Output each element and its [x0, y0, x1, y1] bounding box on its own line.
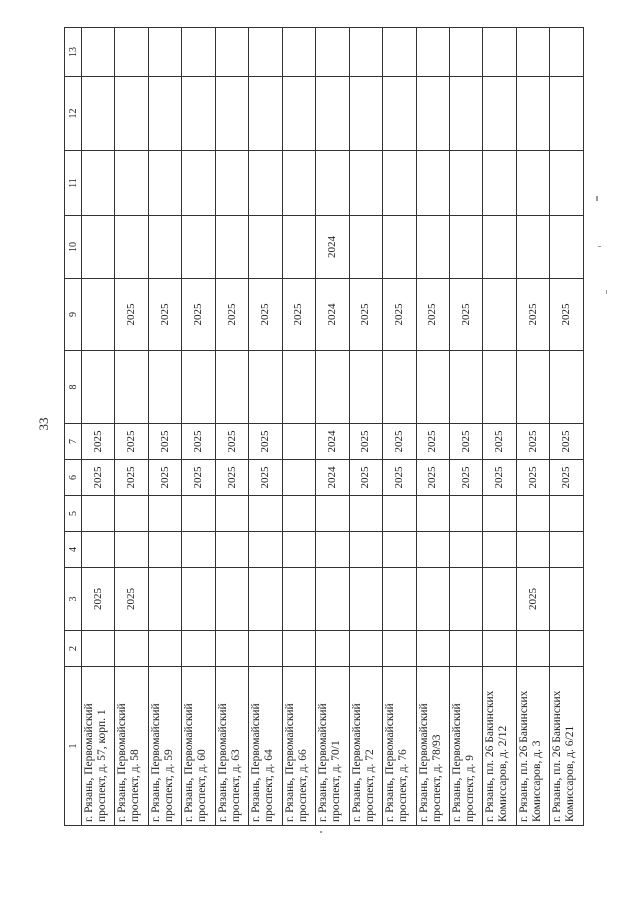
year-cell-col-8 [349, 351, 382, 424]
year-cell-col-7: 2025 [449, 424, 482, 460]
scan-speck [598, 246, 601, 247]
address-cell: г. Рязань, Первомайский проспект, д. 63 [215, 667, 248, 826]
year-cell-col-11 [516, 151, 549, 216]
year-cell-col-5 [316, 496, 349, 532]
year-cell-col-5 [82, 496, 115, 532]
year-cell-col-11 [182, 151, 215, 216]
year-cell-col-11 [550, 151, 584, 216]
year-cell-col-9: 2025 [383, 279, 416, 351]
year-cell-col-13 [148, 28, 181, 77]
year-cell-col-4 [282, 532, 315, 568]
year-cell-col-10 [383, 216, 416, 279]
year-cell-col-2 [182, 631, 215, 667]
year-cell-col-11 [215, 151, 248, 216]
year-cell-col-8 [249, 351, 282, 424]
year-cell-col-8 [550, 351, 584, 424]
year-cell-col-5 [215, 496, 248, 532]
year-cell-col-11 [316, 151, 349, 216]
year-cell-col-3 [483, 568, 516, 631]
year-cell-col-8 [115, 351, 148, 424]
year-cell-col-11 [148, 151, 181, 216]
year-cell-col-2 [249, 631, 282, 667]
table-row [115, 28, 148, 826]
column-header-12: 12 [65, 77, 82, 151]
year-cell-col-6: 2025 [249, 460, 282, 496]
year-cell-col-7: 2025 [249, 424, 282, 460]
year-cell-col-12 [516, 77, 549, 151]
year-cell-col-3: 2025 [516, 568, 549, 631]
year-cell-col-9: 2025 [115, 279, 148, 351]
year-cell-col-10 [282, 216, 315, 279]
year-cell-col-8 [282, 351, 315, 424]
table-row [516, 28, 549, 826]
table-body [82, 28, 584, 826]
year-cell-col-4 [550, 532, 584, 568]
page-number: 33 [36, 417, 51, 431]
year-cell-col-10 [516, 216, 549, 279]
year-cell-col-9: 2025 [349, 279, 382, 351]
year-cell-col-3 [182, 568, 215, 631]
year-cell-col-8 [215, 351, 248, 424]
year-cell-col-6: 2025 [182, 460, 215, 496]
year-cell-col-3: 2025 [82, 568, 115, 631]
table-row [316, 28, 349, 826]
year-cell-col-8 [182, 351, 215, 424]
year-cell-col-12 [115, 77, 148, 151]
year-cell-col-4 [383, 532, 416, 568]
table-row [215, 28, 248, 826]
year-cell-col-10 [416, 216, 449, 279]
column-header-4: 4 [65, 532, 82, 568]
year-cell-col-5 [483, 496, 516, 532]
year-cell-col-2 [416, 631, 449, 667]
table-header [65, 28, 82, 826]
year-cell-col-2 [215, 631, 248, 667]
year-cell-col-6: 2025 [449, 460, 482, 496]
year-cell-col-7: 2025 [383, 424, 416, 460]
year-cell-col-13 [383, 28, 416, 77]
column-header-7: 7 [65, 424, 82, 460]
year-cell-col-6: 2025 [483, 460, 516, 496]
year-cell-col-6 [282, 460, 315, 496]
year-cell-col-3 [416, 568, 449, 631]
address-cell: г. Рязань, Первомайский проспект, д. 9 [449, 667, 482, 826]
year-cell-col-2 [449, 631, 482, 667]
year-cell-col-3 [249, 568, 282, 631]
year-cell-col-13 [182, 28, 215, 77]
year-cell-col-3: 2025 [115, 568, 148, 631]
year-cell-col-4 [483, 532, 516, 568]
address-cell: г. Рязань, Первомайский проспект, д. 58 [115, 667, 148, 826]
year-cell-col-10 [349, 216, 382, 279]
year-cell-col-8 [449, 351, 482, 424]
year-cell-col-12 [182, 77, 215, 151]
table-row [416, 28, 449, 826]
year-cell-col-7 [282, 424, 315, 460]
year-cell-col-6: 2025 [349, 460, 382, 496]
address-cell: г. Рязань, Первомайский проспект, д. 57, корп. 1 [82, 667, 115, 826]
year-cell-col-9: 2025 [182, 279, 215, 351]
year-cell-col-4 [182, 532, 215, 568]
year-cell-col-4 [115, 532, 148, 568]
year-cell-col-6: 2025 [82, 460, 115, 496]
column-header-1: 1 [65, 667, 82, 826]
year-cell-col-11 [349, 151, 382, 216]
year-cell-col-7: 2025 [416, 424, 449, 460]
year-cell-col-5 [550, 496, 584, 532]
year-cell-col-7: 2025 [148, 424, 181, 460]
year-cell-col-11 [282, 151, 315, 216]
year-cell-col-3 [148, 568, 181, 631]
year-cell-col-10: 2024 [316, 216, 349, 279]
column-header-13: 13 [65, 28, 82, 77]
year-cell-col-7: 2025 [483, 424, 516, 460]
year-cell-col-11 [483, 151, 516, 216]
year-cell-col-9: 2025 [550, 279, 584, 351]
table-row [82, 28, 115, 826]
address-cell: г. Рязань, Первомайский проспект, д. 64 [249, 667, 282, 826]
year-cell-col-13 [349, 28, 382, 77]
column-header-3: 3 [65, 568, 82, 631]
year-cell-col-6: 2025 [383, 460, 416, 496]
year-cell-col-10 [215, 216, 248, 279]
table-frame [64, 28, 584, 826]
year-cell-col-4 [215, 532, 248, 568]
year-cell-col-3 [316, 568, 349, 631]
year-cell-col-4 [82, 532, 115, 568]
year-cell-col-2 [383, 631, 416, 667]
year-cell-col-10 [115, 216, 148, 279]
year-cell-col-12 [282, 77, 315, 151]
address-cell: г. Рязань, Первомайский проспект, д. 59 [148, 667, 181, 826]
year-cell-col-8 [516, 351, 549, 424]
year-cell-col-7: 2025 [82, 424, 115, 460]
year-cell-col-11 [383, 151, 416, 216]
year-cell-col-8 [148, 351, 181, 424]
column-header-5: 5 [65, 496, 82, 532]
year-cell-col-5 [115, 496, 148, 532]
year-cell-col-9 [483, 279, 516, 351]
year-cell-col-4 [349, 532, 382, 568]
address-cell: г. Рязань, Первомайский проспект, д. 72 [349, 667, 382, 826]
year-cell-col-7: 2024 [316, 424, 349, 460]
year-cell-col-3 [449, 568, 482, 631]
column-header-8: 8 [65, 351, 82, 424]
year-cell-col-9: 2025 [282, 279, 315, 351]
year-cell-col-2 [550, 631, 584, 667]
year-cell-col-2 [115, 631, 148, 667]
year-cell-col-11 [249, 151, 282, 216]
address-cell: г. Рязань, Первомайский проспект, д. 76 [383, 667, 416, 826]
scan-speck [320, 831, 322, 833]
year-cell-col-5 [249, 496, 282, 532]
year-cell-col-7: 2025 [516, 424, 549, 460]
year-cell-col-2 [82, 631, 115, 667]
rotated-table-container [64, 28, 584, 826]
year-cell-col-12 [449, 77, 482, 151]
address-cell: г. Рязань, Первомайский проспект, д. 66 [282, 667, 315, 826]
year-cell-col-5 [182, 496, 215, 532]
year-cell-col-13 [82, 28, 115, 77]
year-cell-col-5 [282, 496, 315, 532]
column-header-6: 6 [65, 460, 82, 496]
year-cell-col-3 [282, 568, 315, 631]
table-row [282, 28, 315, 826]
year-cell-col-6: 2025 [416, 460, 449, 496]
year-cell-col-2 [483, 631, 516, 667]
year-cell-col-6: 2025 [516, 460, 549, 496]
year-cell-col-11 [115, 151, 148, 216]
year-cell-col-7: 2025 [215, 424, 248, 460]
year-cell-col-9: 2025 [215, 279, 248, 351]
year-cell-col-6: 2025 [148, 460, 181, 496]
year-cell-col-3 [383, 568, 416, 631]
year-cell-col-4 [416, 532, 449, 568]
address-cell: г. Рязань, Первомайский проспект, д. 70/1 [316, 667, 349, 826]
year-cell-col-5 [349, 496, 382, 532]
year-cell-col-7: 2025 [349, 424, 382, 460]
year-cell-col-11 [449, 151, 482, 216]
year-cell-col-13 [550, 28, 584, 77]
year-cell-col-7: 2025 [182, 424, 215, 460]
column-header-9: 9 [65, 279, 82, 351]
table-row [483, 28, 516, 826]
year-cell-col-10 [550, 216, 584, 279]
year-cell-col-13 [449, 28, 482, 77]
year-cell-col-9: 2024 [316, 279, 349, 351]
year-cell-col-8 [483, 351, 516, 424]
year-cell-col-5 [383, 496, 416, 532]
year-cell-col-10 [148, 216, 181, 279]
year-cell-col-3 [349, 568, 382, 631]
table-row [449, 28, 482, 826]
year-cell-col-6: 2025 [115, 460, 148, 496]
year-cell-col-7: 2025 [550, 424, 584, 460]
column-header-2: 2 [65, 631, 82, 667]
year-cell-col-2 [516, 631, 549, 667]
year-cell-col-9: 2025 [148, 279, 181, 351]
address-cell: г. Рязань, пл. 26 Бакинских Комиссаров, д. 2/12 [483, 667, 516, 826]
year-cell-col-8 [82, 351, 115, 424]
year-cell-col-13 [483, 28, 516, 77]
year-cell-col-9: 2025 [249, 279, 282, 351]
table-row [182, 28, 215, 826]
year-cell-col-9: 2025 [516, 279, 549, 351]
year-cell-col-9 [82, 279, 115, 351]
year-cell-col-13 [282, 28, 315, 77]
table-row [383, 28, 416, 826]
year-cell-col-12 [383, 77, 416, 151]
year-cell-col-9: 2025 [449, 279, 482, 351]
column-header-10: 10 [65, 216, 82, 279]
year-cell-col-12 [416, 77, 449, 151]
year-cell-col-13 [316, 28, 349, 77]
year-cell-col-2 [282, 631, 315, 667]
year-cell-col-8 [416, 351, 449, 424]
table-row [148, 28, 181, 826]
year-cell-col-10 [449, 216, 482, 279]
year-cell-col-13 [215, 28, 248, 77]
year-cell-col-12 [483, 77, 516, 151]
year-cell-col-5 [148, 496, 181, 532]
year-cell-col-13 [516, 28, 549, 77]
scan-speck [596, 196, 598, 201]
year-cell-col-8 [383, 351, 416, 424]
year-cell-col-12 [316, 77, 349, 151]
year-cell-col-10 [182, 216, 215, 279]
year-cell-col-12 [349, 77, 382, 151]
scan-speck [606, 290, 607, 294]
year-cell-col-3 [550, 568, 584, 631]
year-cell-col-6: 2024 [316, 460, 349, 496]
year-cell-col-2 [148, 631, 181, 667]
year-cell-col-12 [215, 77, 248, 151]
year-cell-col-7: 2025 [115, 424, 148, 460]
year-cell-col-11 [82, 151, 115, 216]
table-row [249, 28, 282, 826]
table-row [550, 28, 584, 826]
year-cell-col-10 [249, 216, 282, 279]
year-cell-col-10 [483, 216, 516, 279]
year-cell-col-4 [316, 532, 349, 568]
address-cell: г. Рязань, Первомайский проспект, д. 60 [182, 667, 215, 826]
address-cell: г. Рязань, пл. 26 Бакинских Комиссаров, д. 3 [516, 667, 549, 826]
year-cell-col-8 [316, 351, 349, 424]
year-cell-col-12 [249, 77, 282, 151]
work-schedule-table [64, 27, 584, 826]
year-cell-col-13 [115, 28, 148, 77]
year-cell-col-6: 2025 [550, 460, 584, 496]
year-cell-col-12 [550, 77, 584, 151]
year-cell-col-13 [416, 28, 449, 77]
year-cell-col-5 [449, 496, 482, 532]
year-cell-col-12 [148, 77, 181, 151]
address-cell: г. Рязань, Первомайский проспект, д. 78/93 [416, 667, 449, 826]
column-header-11: 11 [65, 151, 82, 216]
year-cell-col-2 [316, 631, 349, 667]
year-cell-col-4 [516, 532, 549, 568]
header-row [65, 28, 82, 826]
year-cell-col-4 [249, 532, 282, 568]
address-cell: г. Рязань, пл. 26 Бакинских Комиссаров, д. 6/21 [550, 667, 584, 826]
year-cell-col-10 [82, 216, 115, 279]
year-cell-col-3 [215, 568, 248, 631]
year-cell-col-9: 2025 [416, 279, 449, 351]
table-row [349, 28, 382, 826]
year-cell-col-5 [516, 496, 549, 532]
year-cell-col-4 [148, 532, 181, 568]
year-cell-col-5 [416, 496, 449, 532]
year-cell-col-12 [82, 77, 115, 151]
year-cell-col-11 [416, 151, 449, 216]
year-cell-col-2 [349, 631, 382, 667]
year-cell-col-6: 2025 [215, 460, 248, 496]
year-cell-col-13 [249, 28, 282, 77]
year-cell-col-4 [449, 532, 482, 568]
